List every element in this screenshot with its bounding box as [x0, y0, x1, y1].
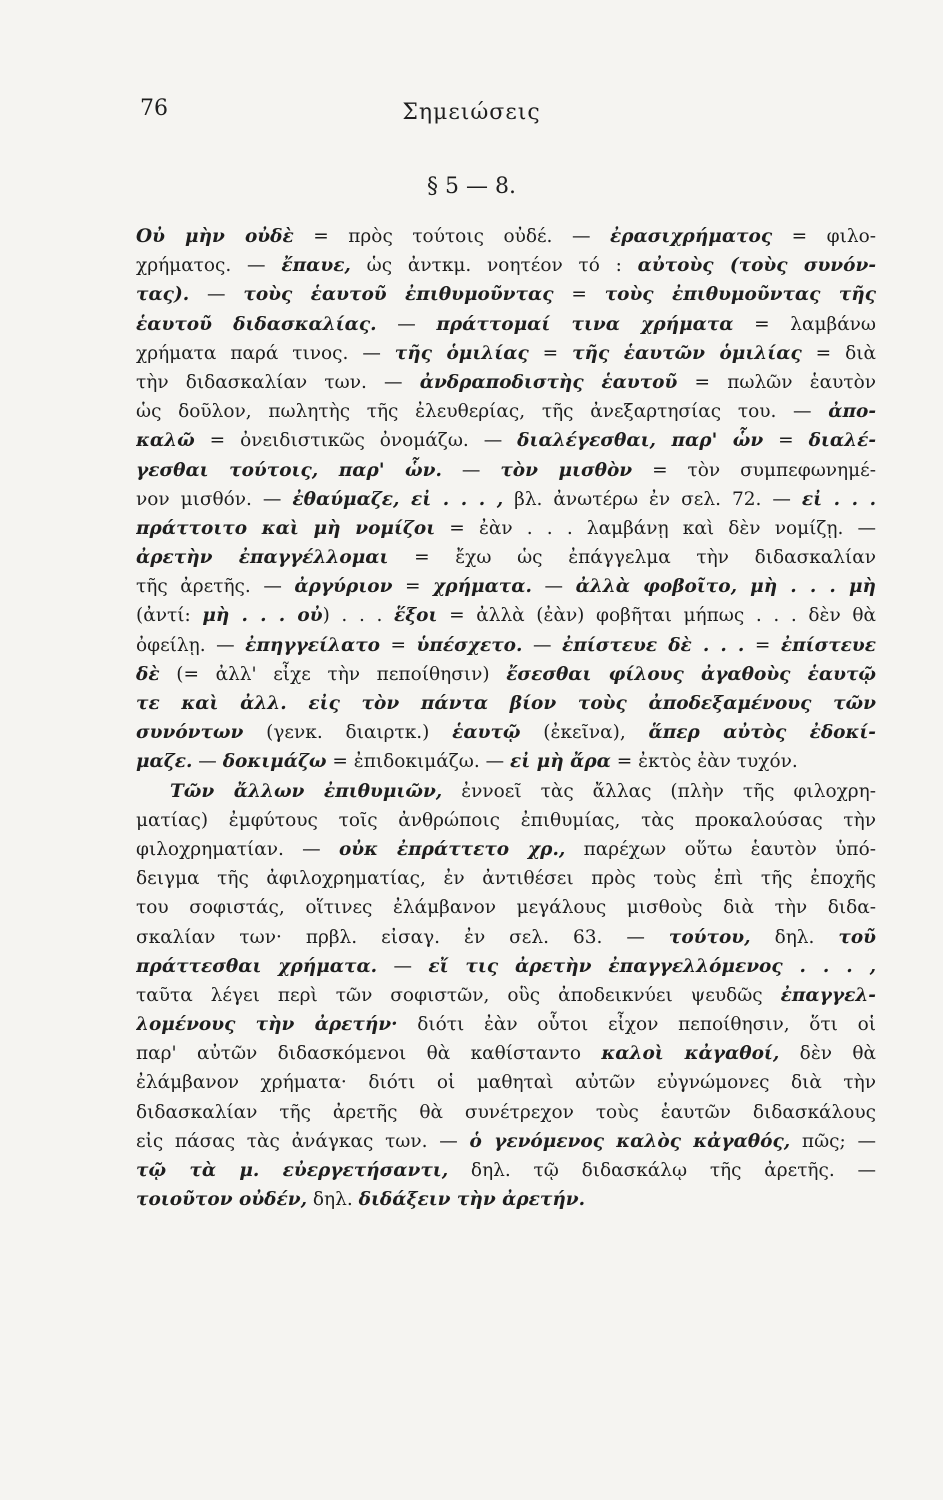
lemma-text: ἅπερ αὐτὸς ἐδοκί- [648, 722, 876, 744]
gloss-text: πῶς; — [790, 1130, 876, 1152]
gloss-text: (ἀντί: [136, 605, 203, 627]
gloss-text: ἐλάμβανον χρήματα· διότι οἱ μαθηταὶ αὐτῶν εὐγνώμονες διὰ τὴν [136, 1072, 876, 1094]
text-line [136, 339, 876, 368]
lemma-text: Τῶν ἄλλων ἐπιθυμιῶν, [170, 780, 443, 802]
gloss-text: διότι ἐὰν οὗτοι εἶχον πεποίθησιν, ὅτι οἱ [397, 1014, 876, 1036]
gloss-text: = φιλο- [772, 226, 876, 247]
lemma-text: μαζε. [136, 751, 193, 773]
lemma-text: ἐπίστευε δὲ . . . [561, 634, 745, 656]
lemma-text: τούτου, [668, 926, 751, 948]
lemma-text: τῆς ὁμιλίας [394, 342, 529, 364]
lemma-text: ἀπο- [828, 401, 876, 423]
gloss-text: = [553, 284, 605, 306]
lemma-text: ἐπαγγελ- [780, 984, 876, 1006]
gloss-text: διδασκαλίαν τῆς ἀρετῆς θὰ συνέτρεχον τοὺς ἑαυτῶν διδασκάλους [136, 1101, 876, 1123]
gloss-text: του σοφιστάς, οἵτινες ἐλάμβανον μεγάλους μισθοὺς διὰ τὴν διδα- [136, 897, 876, 919]
lemma-text: ὑπέσχετο. [416, 634, 523, 656]
lemma-text: τοιοῦτον οὐδέν, [136, 1189, 308, 1211]
lemma-text: τοὺς ἐπιθυμοῦντας τῆς [604, 284, 876, 306]
text-line [136, 426, 876, 455]
gloss-text: = πωλῶν ἑαυτὸν [677, 371, 876, 393]
gloss-text: νον μισθόν. — [136, 488, 293, 510]
gloss-text: — [377, 955, 429, 977]
text-line [136, 1185, 876, 1214]
lemma-text: διαλέ- [808, 430, 876, 452]
text-line [136, 660, 876, 689]
gloss-text: = [392, 576, 434, 598]
lemma-text: χρήματα. [433, 576, 532, 598]
gloss-text: ὡς ἀντκμ. νοητέον τό : [350, 255, 638, 277]
gloss-text: = ἐὰν . . . λαμβάνῃ καὶ δὲν νομίζῃ. — [435, 517, 876, 539]
lemma-text: συνόντων [136, 722, 244, 744]
lemma-text: διαλέγεσθαι, παρ' ὧν [517, 430, 764, 452]
gloss-text: = ἔχω ὡς ἐπάγγελμα τὴν διδασκαλίαν [388, 547, 876, 569]
gloss-text: = τὸν συμπεφωνημέ- [632, 459, 876, 481]
text-line [136, 806, 876, 835]
text-line [136, 368, 876, 397]
gloss-text: παρέχων οὕτω ἑαυτὸν ὑπό- [565, 838, 876, 860]
text-line [136, 485, 876, 514]
lemma-text: ἔπαυε, [281, 255, 351, 277]
lemma-text: τε καὶ ἀλλ. εἰς τὸν πάντα βίον τοὺς ἀποδεξαμένους τῶν [136, 693, 876, 714]
gloss-text: = πρὸς τούτοις οὐδέ. — [293, 226, 610, 247]
gloss-text: (γενκ. διαιρτκ.) [243, 722, 453, 744]
lemma-text: τῷ τὰ μ. εὐεργετήσαντι, [136, 1160, 449, 1181]
gloss-text: — [531, 576, 576, 598]
text-line [136, 689, 876, 718]
text-line [136, 310, 876, 339]
text-line [136, 893, 876, 922]
text-line [136, 601, 876, 630]
gloss-text: εἰς πάσας τὰς ἀνάγκας των. — [136, 1130, 470, 1152]
lemma-text: τῆς ἑαυτῶν ὁμιλίας [572, 342, 802, 364]
lemma-text: πράττομαί τινα χρήματα [436, 313, 734, 335]
lemma-text: εἰ μὴ ἄρα [510, 751, 611, 773]
lemma-text: καλοὶ κἀγαθοί, [601, 1043, 780, 1065]
gloss-text: δηλ. [307, 1189, 359, 1211]
gloss-text: — [189, 284, 244, 306]
text-line [136, 1127, 876, 1156]
lemma-text: ἀργύριον [294, 576, 393, 598]
text-line [136, 1098, 876, 1127]
lemma-text: λομένους τὴν ἀρετήν· [136, 1014, 398, 1036]
text-line [136, 747, 876, 776]
gloss-text: φιλοχρηματίαν. — [136, 838, 339, 860]
gloss-text: δηλ. [750, 926, 839, 948]
gloss-text: = [380, 634, 417, 656]
lemma-text: πράττοιτο καὶ μὴ νομίζοι [136, 517, 436, 539]
lemma-text: ἑαυτῷ [452, 722, 521, 744]
gloss-text: χρήματα παρά τινος. — [136, 342, 395, 364]
gloss-text: = [528, 342, 573, 364]
gloss-text: τὴν διδασκαλίαν των. — [136, 371, 420, 393]
text-line [136, 1010, 876, 1039]
text-line [136, 456, 876, 485]
lemma-text: αὐτοὺς (τοὺς συνόν- [637, 255, 876, 277]
commentary-body [136, 222, 876, 1214]
text-line [136, 718, 876, 747]
gloss-text: — [522, 634, 562, 656]
section-heading: § 5 — 8. [427, 174, 516, 199]
lemma-text: εἴ τις ἀρετὴν ἐπαγγελλόμενος . . . , [428, 955, 876, 977]
page-number: 76 [140, 96, 168, 121]
gloss-text: — [441, 459, 501, 481]
lemma-text: ἐπίστευε [780, 634, 876, 656]
gloss-text: σκαλίαν των· πρβλ. εἰσαγ. ἐν σελ. 63. — [136, 926, 669, 948]
text-line [136, 864, 876, 893]
text-line [136, 1039, 876, 1068]
gloss-text: τῆς ἀρετῆς. — [136, 576, 295, 598]
text-line [136, 631, 876, 660]
lemma-text: ἐπηγγείλατο [245, 634, 380, 656]
text-line [136, 280, 876, 309]
text-line [136, 1156, 876, 1185]
lemma-text: ἀλλὰ φοβοῖτο, μὴ . . . μὴ [575, 576, 876, 598]
lemma-text: ὁ γενόμενος καλὸς κἀγαθός, [469, 1130, 791, 1152]
lemma-text: εἰ . . . [801, 488, 876, 510]
text-line [136, 777, 876, 806]
text-line [136, 952, 876, 981]
lemma-text: ἀρετὴν ἐπαγγέλλομαι [136, 547, 389, 569]
gloss-text: χρήματος. — [136, 255, 282, 277]
gloss-text: — [192, 751, 223, 773]
text-line [136, 923, 876, 952]
lemma-text: οὐκ ἐπράττετο χρ., [338, 838, 566, 860]
gloss-text: = [763, 430, 809, 452]
gloss-text: = ἐκτὸς ἐὰν τυχόν. [610, 751, 798, 773]
gloss-text: βλ. ἀνωτέρω ἐν σελ. 72. — [503, 488, 802, 510]
lemma-text: ἔσεσθαι φίλους ἀγαθοὺς ἑαυτῷ [506, 663, 876, 685]
gloss-text: παρ' αὐτῶν διδασκόμενοι θὰ καθίσταντο [136, 1043, 602, 1065]
text-line [136, 572, 876, 601]
lemma-text: ἐθαύμαζε, εἰ . . . , [292, 488, 504, 510]
lemma-text: καλῶ [136, 430, 195, 452]
gloss-text: ταῦτα λέγει περὶ τῶν σοφιστῶν, οὓς ἀποδεικνύει ψευδῶς [136, 984, 781, 1006]
running-title: Σημειώσεις [402, 100, 541, 125]
text-line [136, 835, 876, 864]
lemma-text: ἀνδραποδιστὴς ἑαυτοῦ [419, 371, 678, 393]
gloss-text: = ὀνειδιστικῶς ὀνομάζω. — [194, 430, 518, 452]
lemma-text: τοῦ [838, 926, 876, 948]
gloss-text: ὡς δοῦλον, πωλητὴς τῆς ἐλευθερίας, τῆς ἀνεξαρτησίας του. — [136, 401, 829, 423]
gloss-text: — [376, 313, 437, 335]
lemma-text: δοκιμάζω [222, 751, 327, 773]
gloss-text: = λαμβάνω [733, 313, 876, 335]
text-line [136, 514, 876, 543]
lemma-text: ἑαυτοῦ διδασκαλίας. [136, 313, 377, 335]
gloss-text: ματίας) ἐμφύτους τοῖς ἀνθρώποις ἐπιθυμίας, τὰς προκαλούσας τὴν [136, 809, 876, 831]
gloss-text: (= ἀλλ' εἶχε τὴν πεποίθησιν) [159, 663, 507, 685]
lemma-text: ἕξοι [393, 605, 438, 627]
gloss-text: ἐννοεῖ τὰς ἄλλας (πλὴν τῆς φιλοχρη- [442, 780, 876, 802]
lemma-text: διδάξειν τὴν ἀρετήν. [358, 1189, 586, 1211]
gloss-text: = ἐπιδοκιμάζω. — [326, 751, 511, 773]
gloss-text: ὀφείλῃ. — [136, 634, 246, 656]
gloss-text: δηλ. τῷ διδασκάλῳ τῆς ἀρετῆς. — [448, 1160, 876, 1181]
lemma-text: δὲ [136, 663, 160, 685]
text-line [136, 222, 876, 251]
lemma-text: τας). [136, 284, 190, 306]
gloss-text: ) . . . [322, 605, 394, 627]
text-line [136, 1068, 876, 1097]
gloss-text: δὲν θὰ [779, 1043, 876, 1065]
lemma-text: πράττεσθαι χρήματα. [136, 955, 378, 977]
gloss-text: = ἀλλὰ (ἐὰν) φοβῆται μήπως . . . δὲν θὰ [437, 605, 876, 627]
lemma-text: τοὺς ἑαυτοῦ ἐπιθυμοῦντας [243, 284, 554, 306]
text-line [136, 543, 876, 572]
lemma-text: γεσθαι τούτοις, παρ' ὧν. [136, 459, 442, 481]
gloss-text: = [744, 634, 781, 656]
gloss-text: (ἐκεῖνα), [520, 722, 649, 744]
lemma-text: Οὐ μὴν οὐδὲ [136, 226, 294, 247]
lemma-text: μὴ . . . οὐ [202, 605, 323, 627]
gloss-text: = διὰ [801, 342, 876, 364]
text-line [136, 397, 876, 426]
text-line [136, 251, 876, 280]
lemma-text: ἐρασιχρήματος [609, 226, 773, 247]
lemma-text: τὸν μισθὸν [500, 459, 633, 481]
gloss-text: δειγμα τῆς ἀφιλοχρηματίας, ἐν ἀντιθέσει πρὸς τοὺς ἐπὶ τῆς ἐποχῆς [136, 868, 876, 890]
text-line [136, 981, 876, 1010]
